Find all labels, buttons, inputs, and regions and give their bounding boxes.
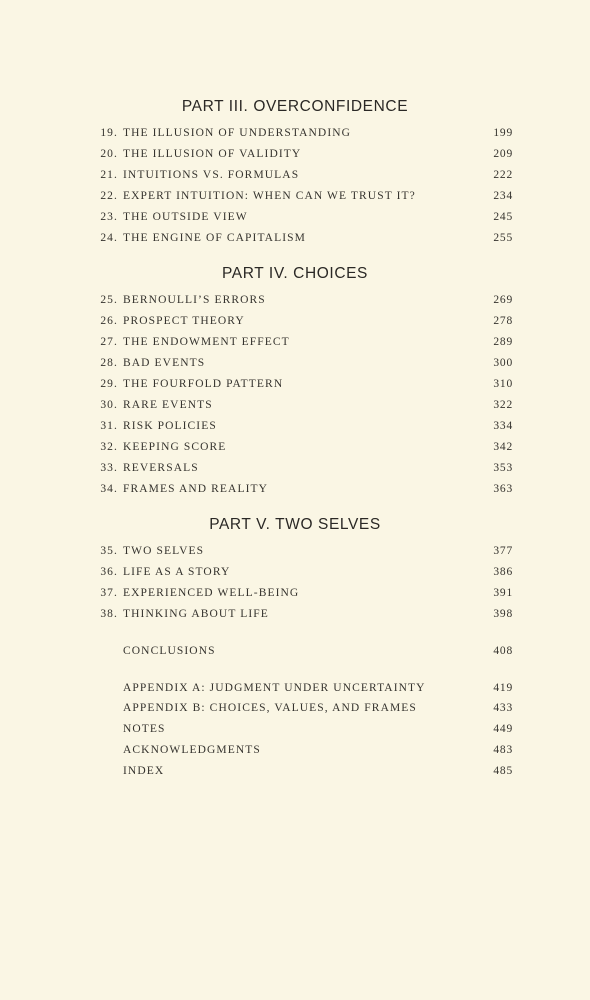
toc-entry[interactable] [0, 190, 590, 208]
page-number: 363 [493, 483, 513, 495]
chapter-number: 29. [100, 378, 118, 390]
toc-entry-notes[interactable] [0, 723, 590, 741]
chapter-number: 38. [100, 608, 118, 620]
chapter-number: 19. [100, 127, 118, 139]
toc-entry[interactable] [0, 399, 590, 417]
chapter-title: RISK POLICIES [123, 420, 217, 432]
part-title: PART III. OVERCONFIDENCE [181, 98, 409, 115]
chapter-number: 20. [100, 148, 118, 160]
toc-entry-appendix-b[interactable] [0, 702, 590, 720]
page-number: 289 [493, 336, 513, 348]
page-number: 342 [493, 441, 513, 453]
chapter-title: THE ENDOWMENT EFFECT [123, 336, 290, 348]
chapter-title: BERNOULLI’S ERRORS [123, 294, 266, 306]
toc-entry[interactable] [0, 608, 590, 626]
chapter-title: FRAMES AND REALITY [123, 483, 269, 495]
chapter-title: LIFE AS A STORY [123, 566, 231, 578]
toc-entry-acknowledgments[interactable] [0, 744, 590, 762]
page-number: 322 [493, 399, 513, 411]
chapter-number: 31. [100, 420, 118, 432]
page-number: 485 [493, 765, 513, 777]
page-number: 245 [493, 211, 513, 223]
chapter-title: BAD EVENTS [123, 357, 206, 369]
page-number: 449 [493, 723, 513, 735]
page-number: 334 [493, 420, 513, 432]
page-number: 419 [493, 682, 513, 694]
chapter-number: 27. [100, 336, 118, 348]
page-number: 310 [493, 378, 513, 390]
chapter-title: THE ILLUSION OF VALIDITY [123, 148, 302, 160]
entry-title: NOTES [123, 723, 166, 735]
page-number: 353 [493, 462, 513, 474]
chapter-title: KEEPING SCORE [123, 441, 227, 453]
toc-entry[interactable] [0, 441, 590, 459]
chapter-title: THINKING ABOUT LIFE [123, 608, 269, 620]
chapter-title: PROSPECT THEORY [123, 315, 245, 327]
toc-entry[interactable] [0, 378, 590, 396]
chapter-number: 25. [100, 294, 118, 306]
chapter-title: THE ENGINE OF CAPITALISM [123, 232, 306, 244]
chapter-title: THE ILLUSION OF UNDERSTANDING [123, 127, 352, 139]
toc-entry[interactable] [0, 420, 590, 438]
page-number: 391 [493, 587, 513, 599]
toc-entry[interactable] [0, 211, 590, 229]
chapter-number: 23. [100, 211, 118, 223]
page-number: 377 [493, 545, 513, 557]
page-number: 483 [493, 744, 513, 756]
chapter-number: 37. [100, 587, 118, 599]
page-number: 408 [493, 645, 513, 657]
chapter-number: 35. [100, 545, 118, 557]
entry-title: APPENDIX B: CHOICES, VALUES, AND FRAMES [123, 702, 417, 714]
chapter-number: 33. [100, 462, 118, 474]
page-number: 386 [493, 566, 513, 578]
toc-entry[interactable] [0, 294, 590, 312]
toc-entry-appendix-a[interactable] [0, 682, 590, 700]
toc-entry[interactable] [0, 169, 590, 187]
chapter-number: 21. [100, 169, 118, 181]
chapter-number: 24. [100, 232, 118, 244]
page-number: 209 [493, 148, 513, 160]
chapter-number: 22. [100, 190, 118, 202]
toc-entry[interactable] [0, 232, 590, 250]
page-number: 255 [493, 232, 513, 244]
toc-entry-index[interactable] [0, 765, 590, 783]
toc-entry[interactable] [0, 566, 590, 584]
page-number: 234 [493, 190, 513, 202]
toc-entry[interactable] [0, 148, 590, 166]
page-number: 398 [493, 608, 513, 620]
toc-entry[interactable] [0, 545, 590, 563]
chapter-title: RARE EVENTS [123, 399, 213, 411]
chapter-title: INTUITIONS VS. FORMULAS [123, 169, 300, 181]
page-number: 222 [493, 169, 513, 181]
chapter-title: EXPERT INTUITION: WHEN CAN WE TRUST IT? [123, 190, 416, 202]
toc-entry[interactable] [0, 462, 590, 480]
page-number: 433 [493, 702, 513, 714]
toc-entry[interactable] [0, 587, 590, 605]
page-number: 300 [493, 357, 513, 369]
chapter-number: 32. [100, 441, 118, 453]
chapter-title: THE OUTSIDE VIEW [123, 211, 248, 223]
toc-entry[interactable] [0, 127, 590, 145]
page-number: 269 [493, 294, 513, 306]
chapter-title: EXPERIENCED WELL-BEING [123, 587, 300, 599]
part-title: PART V. TWO SELVES [209, 516, 381, 533]
part-title: PART IV. CHOICES [222, 265, 368, 282]
entry-title: INDEX [123, 765, 165, 777]
toc-entry[interactable] [0, 483, 590, 501]
chapter-number: 26. [100, 315, 118, 327]
chapter-title: THE FOURFOLD PATTERN [123, 378, 284, 390]
chapter-number: 36. [100, 566, 118, 578]
toc-entry-conclusions[interactable] [0, 645, 590, 663]
entry-title: ACKNOWLEDGMENTS [123, 744, 261, 756]
entry-title: APPENDIX A: JUDGMENT UNDER UNCERTAINTY [123, 682, 426, 694]
entry-title: CONCLUSIONS [123, 645, 216, 657]
chapter-number: 30. [100, 399, 118, 411]
toc-entry[interactable] [0, 315, 590, 333]
toc-entry[interactable] [0, 336, 590, 354]
chapter-number: 28. [100, 357, 118, 369]
page-number: 278 [493, 315, 513, 327]
chapter-title: TWO SELVES [123, 545, 205, 557]
toc-entry[interactable] [0, 357, 590, 375]
chapter-number: 34. [100, 483, 118, 495]
chapter-title: REVERSALS [123, 462, 199, 474]
page-number: 199 [493, 127, 513, 139]
